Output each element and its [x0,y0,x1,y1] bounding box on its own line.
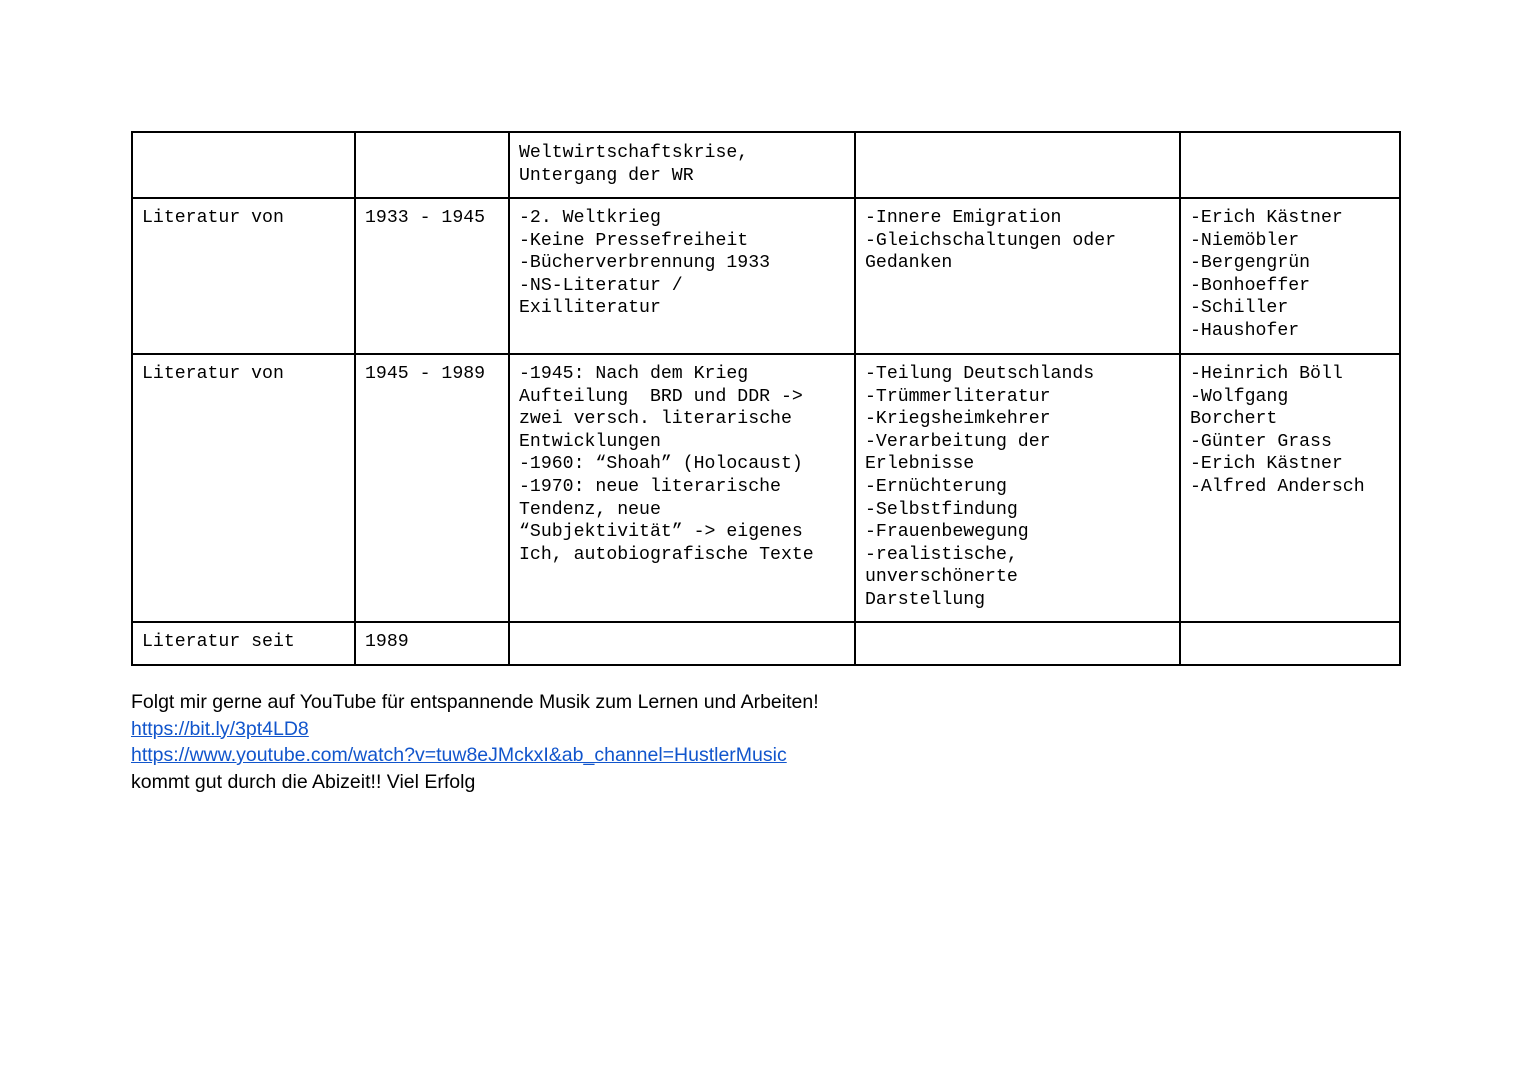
youtube-note: Folgt mir gerne auf YouTube für entspannende Musik zum Lernen und Arbeiten! [131,691,819,713]
themes-cell [855,132,1180,198]
table-row [132,132,1400,198]
authors-cell [1180,198,1400,354]
history-cell [509,132,855,198]
epoch-cell [132,198,355,354]
years-cell [355,132,509,198]
epoch-cell [132,132,355,198]
literature-epochs-table [131,131,1401,666]
footer-notes [131,689,819,795]
table-row [132,622,1400,665]
authors-cell [1180,622,1400,665]
history-text: -2. Weltkrieg -Keine Pressefreiheit -Bücherverbrennung 1933 -NS-Literatur / Exilliteratur [519,208,771,319]
history-cell [509,354,855,622]
youtube-link[interactable]: https://www.youtube.com/watch?v=tuw8eJMckxI&ab_channel=HustlerMusic [131,744,787,766]
table-row [132,354,1400,622]
themes-text: -Teilung Deutschlands -Trümmerliteratur -Kriegsheimkehrer -Verarbeitung der Erlebnisse -Ernüchterung -Selbstfindung -Frauenbewegung -realistische, unverschönerte Darstellung [865,364,1095,610]
themes-cell [855,354,1180,622]
epoch-text: Literatur seit [142,632,295,652]
authors-cell [1180,354,1400,622]
history-text: Weltwirtschaftskrise, Untergang der WR [519,143,749,186]
epoch-cell [132,622,355,665]
epoch-text: Literatur von [142,208,284,228]
short-link[interactable]: https://bit.ly/3pt4LD8 [131,717,309,740]
years-text: 1945 - 1989 [365,364,486,384]
years-cell [355,622,509,665]
themes-cell [855,622,1180,665]
history-cell [509,622,855,665]
closing-text: kommt gut durch die Abizeit!! Viel Erfolg [131,770,476,793]
authors-text: -Erich Kästner -Niemöbler -Bergengrün -Bonhoeffer -Schiller -Haushofer [1190,208,1343,341]
authors-text: -Heinrich Böll -Wolfgang Borchert -Günter Grass -Erich Kästner -Alfred Andersch [1190,364,1365,497]
history-text: -1945: Nach dem Krieg Aufteilung BRD und DDR -> zwei versch. literarische Entwicklungen -1960: “Shoah” (Holocaust) -1970: neue literarische Tendenz, neue “Subjektivität” -> eigenes Ich, autobiografische Texte [519,364,814,565]
themes-cell [855,198,1180,354]
years-cell [355,354,509,622]
authors-cell [1180,132,1400,198]
themes-text: -Innere Emigration -Gleichschaltungen oder Gedanken [865,208,1117,274]
years-cell [355,198,509,354]
table-row [132,198,1400,354]
epoch-text: Literatur von [142,364,284,384]
years-text: 1933 - 1945 [365,208,486,228]
years-text: 1989 [365,632,409,652]
history-cell [509,198,855,354]
epoch-cell [132,354,355,622]
